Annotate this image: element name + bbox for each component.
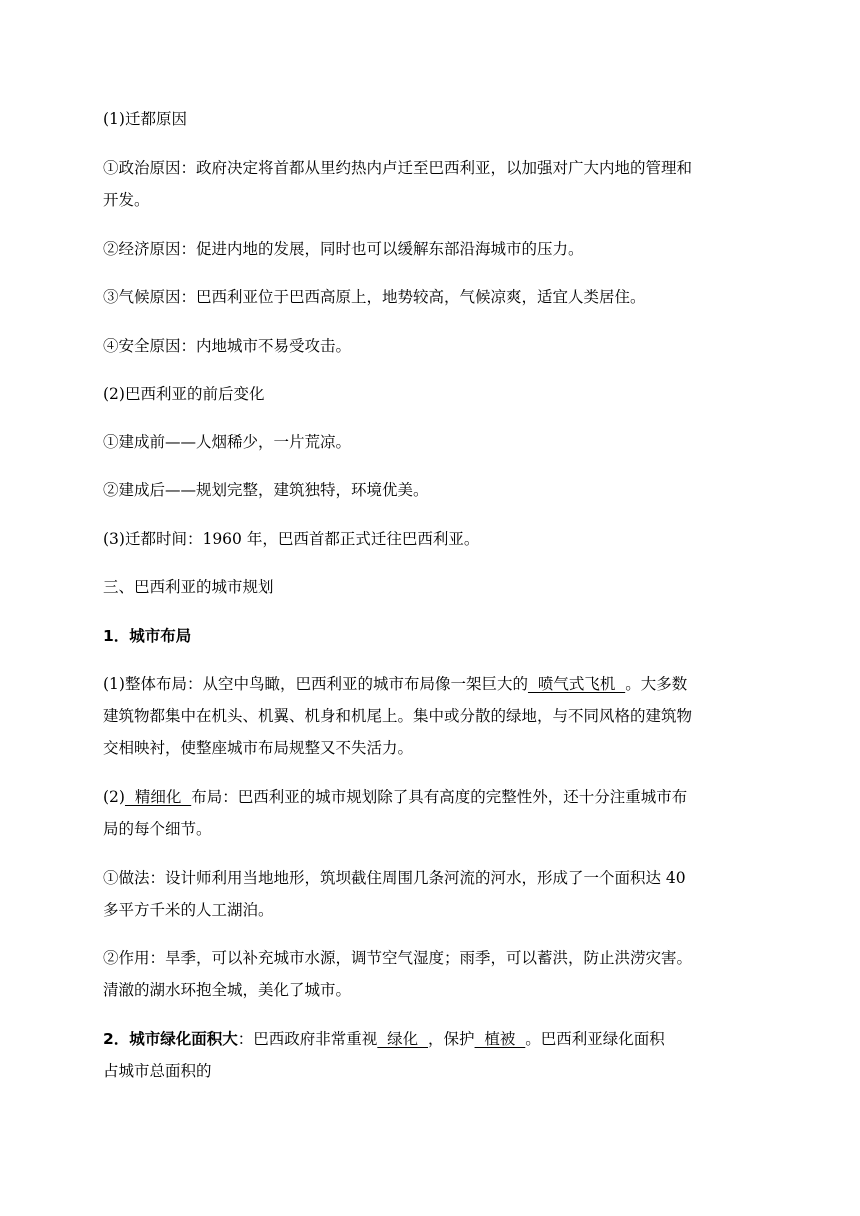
text-line: ②作用：旱季，可以补充城市水源，调节空气湿度；雨季，可以蓄洪，防止洪涝灾害。 — [103, 949, 693, 967]
paragraph-before: ①建成前——人烟稀少，一片荒凉。 — [103, 433, 352, 451]
paragraph-after: ②建成后——规划完整，建筑独特，环境优美。 — [103, 481, 429, 499]
paragraph-refined-layout — [103, 781, 763, 845]
paragraph-green-area — [103, 1023, 763, 1087]
paragraph-overall-layout — [103, 668, 763, 764]
fill-blank-answer: 喷气式飞机 — [527, 675, 626, 693]
section-heading-urban-planning: 三、巴西利亚的城市规划 — [103, 578, 274, 596]
text-line: 多平方千米的人工湖泊。 — [103, 901, 274, 919]
heading-changes: (2)巴西利亚的前后变化 — [103, 385, 265, 403]
paragraph-political-reason — [103, 152, 763, 216]
paragraph-security-reason: ④安全原因：内地城市不易受攻击。 — [103, 337, 352, 355]
text-segment: ，保护 — [428, 1030, 475, 1048]
fill-blank-answer: 绿化 — [377, 1030, 429, 1048]
fill-blank-answer: 植被 — [474, 1030, 526, 1048]
paragraph-function — [103, 942, 763, 1006]
fill-blank-answer: 精细化 — [124, 788, 192, 806]
heading-relocation-reasons: (1)迁都原因 — [103, 110, 187, 128]
text-line: 局的每个细节。 — [103, 820, 212, 838]
text-segment: 布局：巴西利亚的城市规划除了具有高度的完整性外，还十分注重城市布 — [191, 788, 688, 806]
paragraph-relocation-time: (3)迁都时间：1960 年，巴西首都正式迁往巴西利亚。 — [103, 530, 480, 548]
text-segment: ：巴西政府非常重视 — [237, 1030, 378, 1048]
paragraph-economic-reason: ②经济原因：促进内地的发展，同时也可以缓解东部沿海城市的压力。 — [103, 240, 584, 258]
text-line: ①做法：设计师利用当地地形，筑坝截住周围几条河流的河水，形成了一个面积达 40 — [103, 869, 686, 887]
text-segment: 。大多数 — [625, 675, 688, 693]
text-line: 交相映衬，使整座城市布局规整又不失活力。 — [103, 739, 414, 757]
text-line: 开发。 — [103, 191, 150, 209]
text-line: 建筑物都集中在机头、机翼、机身和机尾上。集中或分散的绿地，与不同风格的建筑物 — [103, 707, 693, 725]
text-segment: (2) — [103, 788, 125, 806]
text-line: 占城市总面积的 — [103, 1062, 212, 1080]
text-line: 清澈的湖水环抱全城，美化了城市。 — [103, 981, 352, 999]
subheading-city-layout: 1．城市布局 — [103, 627, 192, 645]
text-segment: 。巴西利亚绿化面积 — [525, 1030, 665, 1048]
paragraph-climate-reason: ③气候原因：巴西利亚位于巴西高原上，地势较高，气候凉爽，适宜人类居住。 — [103, 288, 646, 306]
text-line: ①政治原因：政府决定将首都从里约热内卢迁至巴西利亚，以加强对广大内地的管理和 — [103, 159, 693, 177]
paragraph-method — [103, 862, 763, 926]
subheading-green-area: 2．城市绿化面积大 — [103, 1030, 238, 1048]
text-segment: (1)整体布局：从空中鸟瞰，巴西利亚的城市布局像一架巨大的 — [103, 675, 528, 693]
